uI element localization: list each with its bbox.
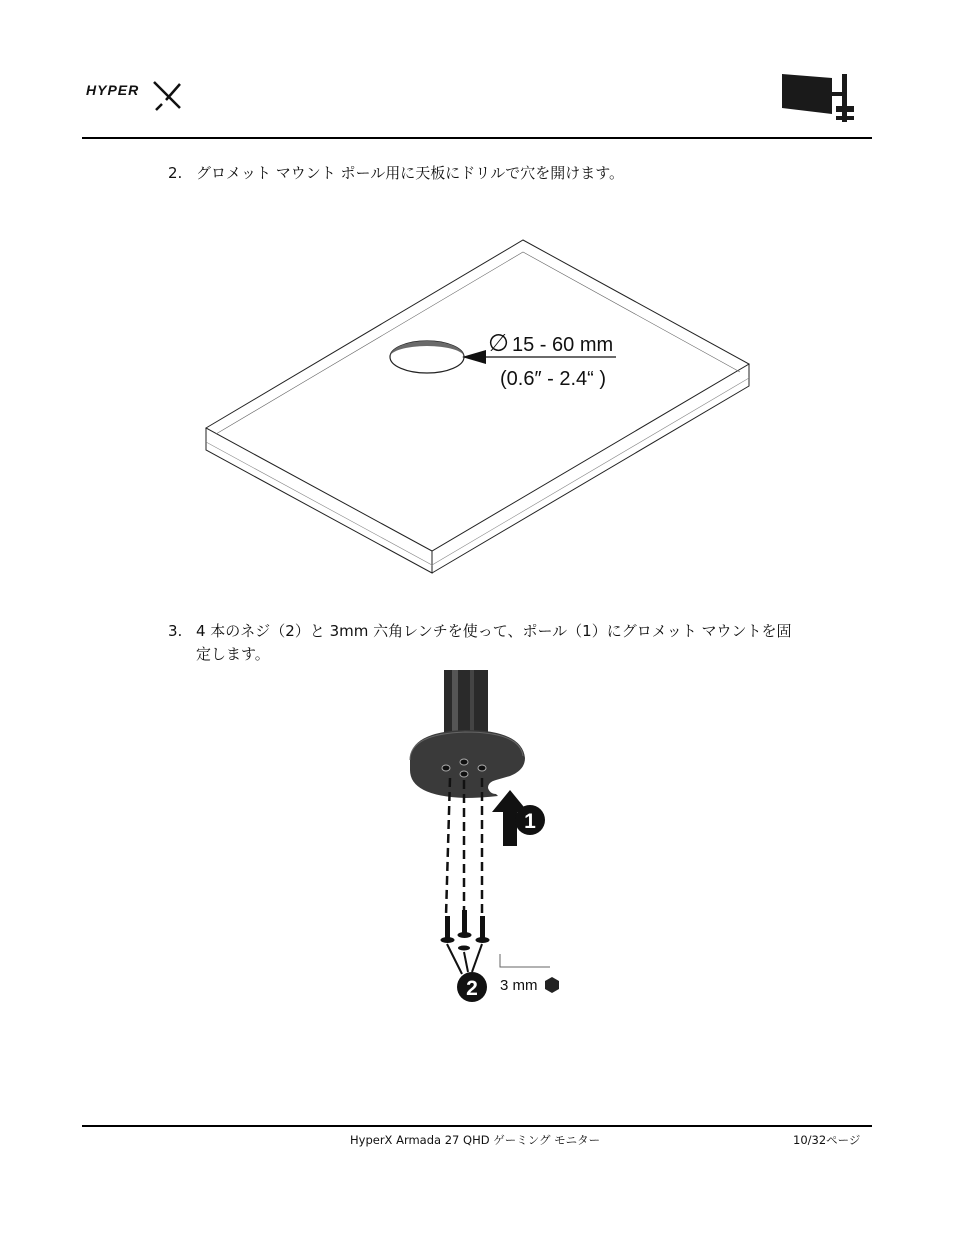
hole-size-in: (0.6″ - 2.4“ ) <box>500 368 606 390</box>
tabletop-drill-figure <box>200 236 760 576</box>
callout-2 <box>457 972 487 1002</box>
step-text-cont: 定します。 <box>196 645 270 663</box>
grommet-mount-figure <box>400 670 570 1010</box>
hex-wrench-icon <box>545 977 559 993</box>
svg-text:1: 1 <box>524 810 536 833</box>
callout-1 <box>515 805 545 835</box>
arrow-icon <box>462 350 486 364</box>
grommet-plate <box>410 730 525 798</box>
wrench-bracket <box>500 954 550 967</box>
header-rule <box>82 137 872 139</box>
wrench-size-label: 3 mm <box>500 977 538 994</box>
hyperx-logo-icon <box>84 78 184 114</box>
step-number: 3. <box>168 622 183 640</box>
step-text: グロメット マウント ポール用に天板にドリルで穴を開けます。 <box>196 164 625 182</box>
screw-guide-lines <box>446 778 482 916</box>
drill-hole <box>390 341 464 373</box>
svg-text:HYPER: HYPER <box>86 82 140 98</box>
step-3 <box>168 620 868 670</box>
diameter-icon: ∅ <box>488 330 509 357</box>
step-number: 2. <box>168 164 183 182</box>
page-number: 10/32ページ <box>793 1133 861 1147</box>
footer-title: HyperX Armada 27 QHD ゲーミング モニター <box>350 1133 601 1147</box>
pole <box>444 670 488 740</box>
hole-size-mm: 15 - 60 mm <box>512 334 614 356</box>
svg-text:2: 2 <box>466 977 478 1000</box>
monitor-arm-icon <box>778 70 860 126</box>
footer-rule <box>82 1125 872 1127</box>
step-text: 4 本のネジ（2）と 3mm 六角レンチを使って、ポール（1）にグロメット マウントを固 <box>196 622 792 640</box>
